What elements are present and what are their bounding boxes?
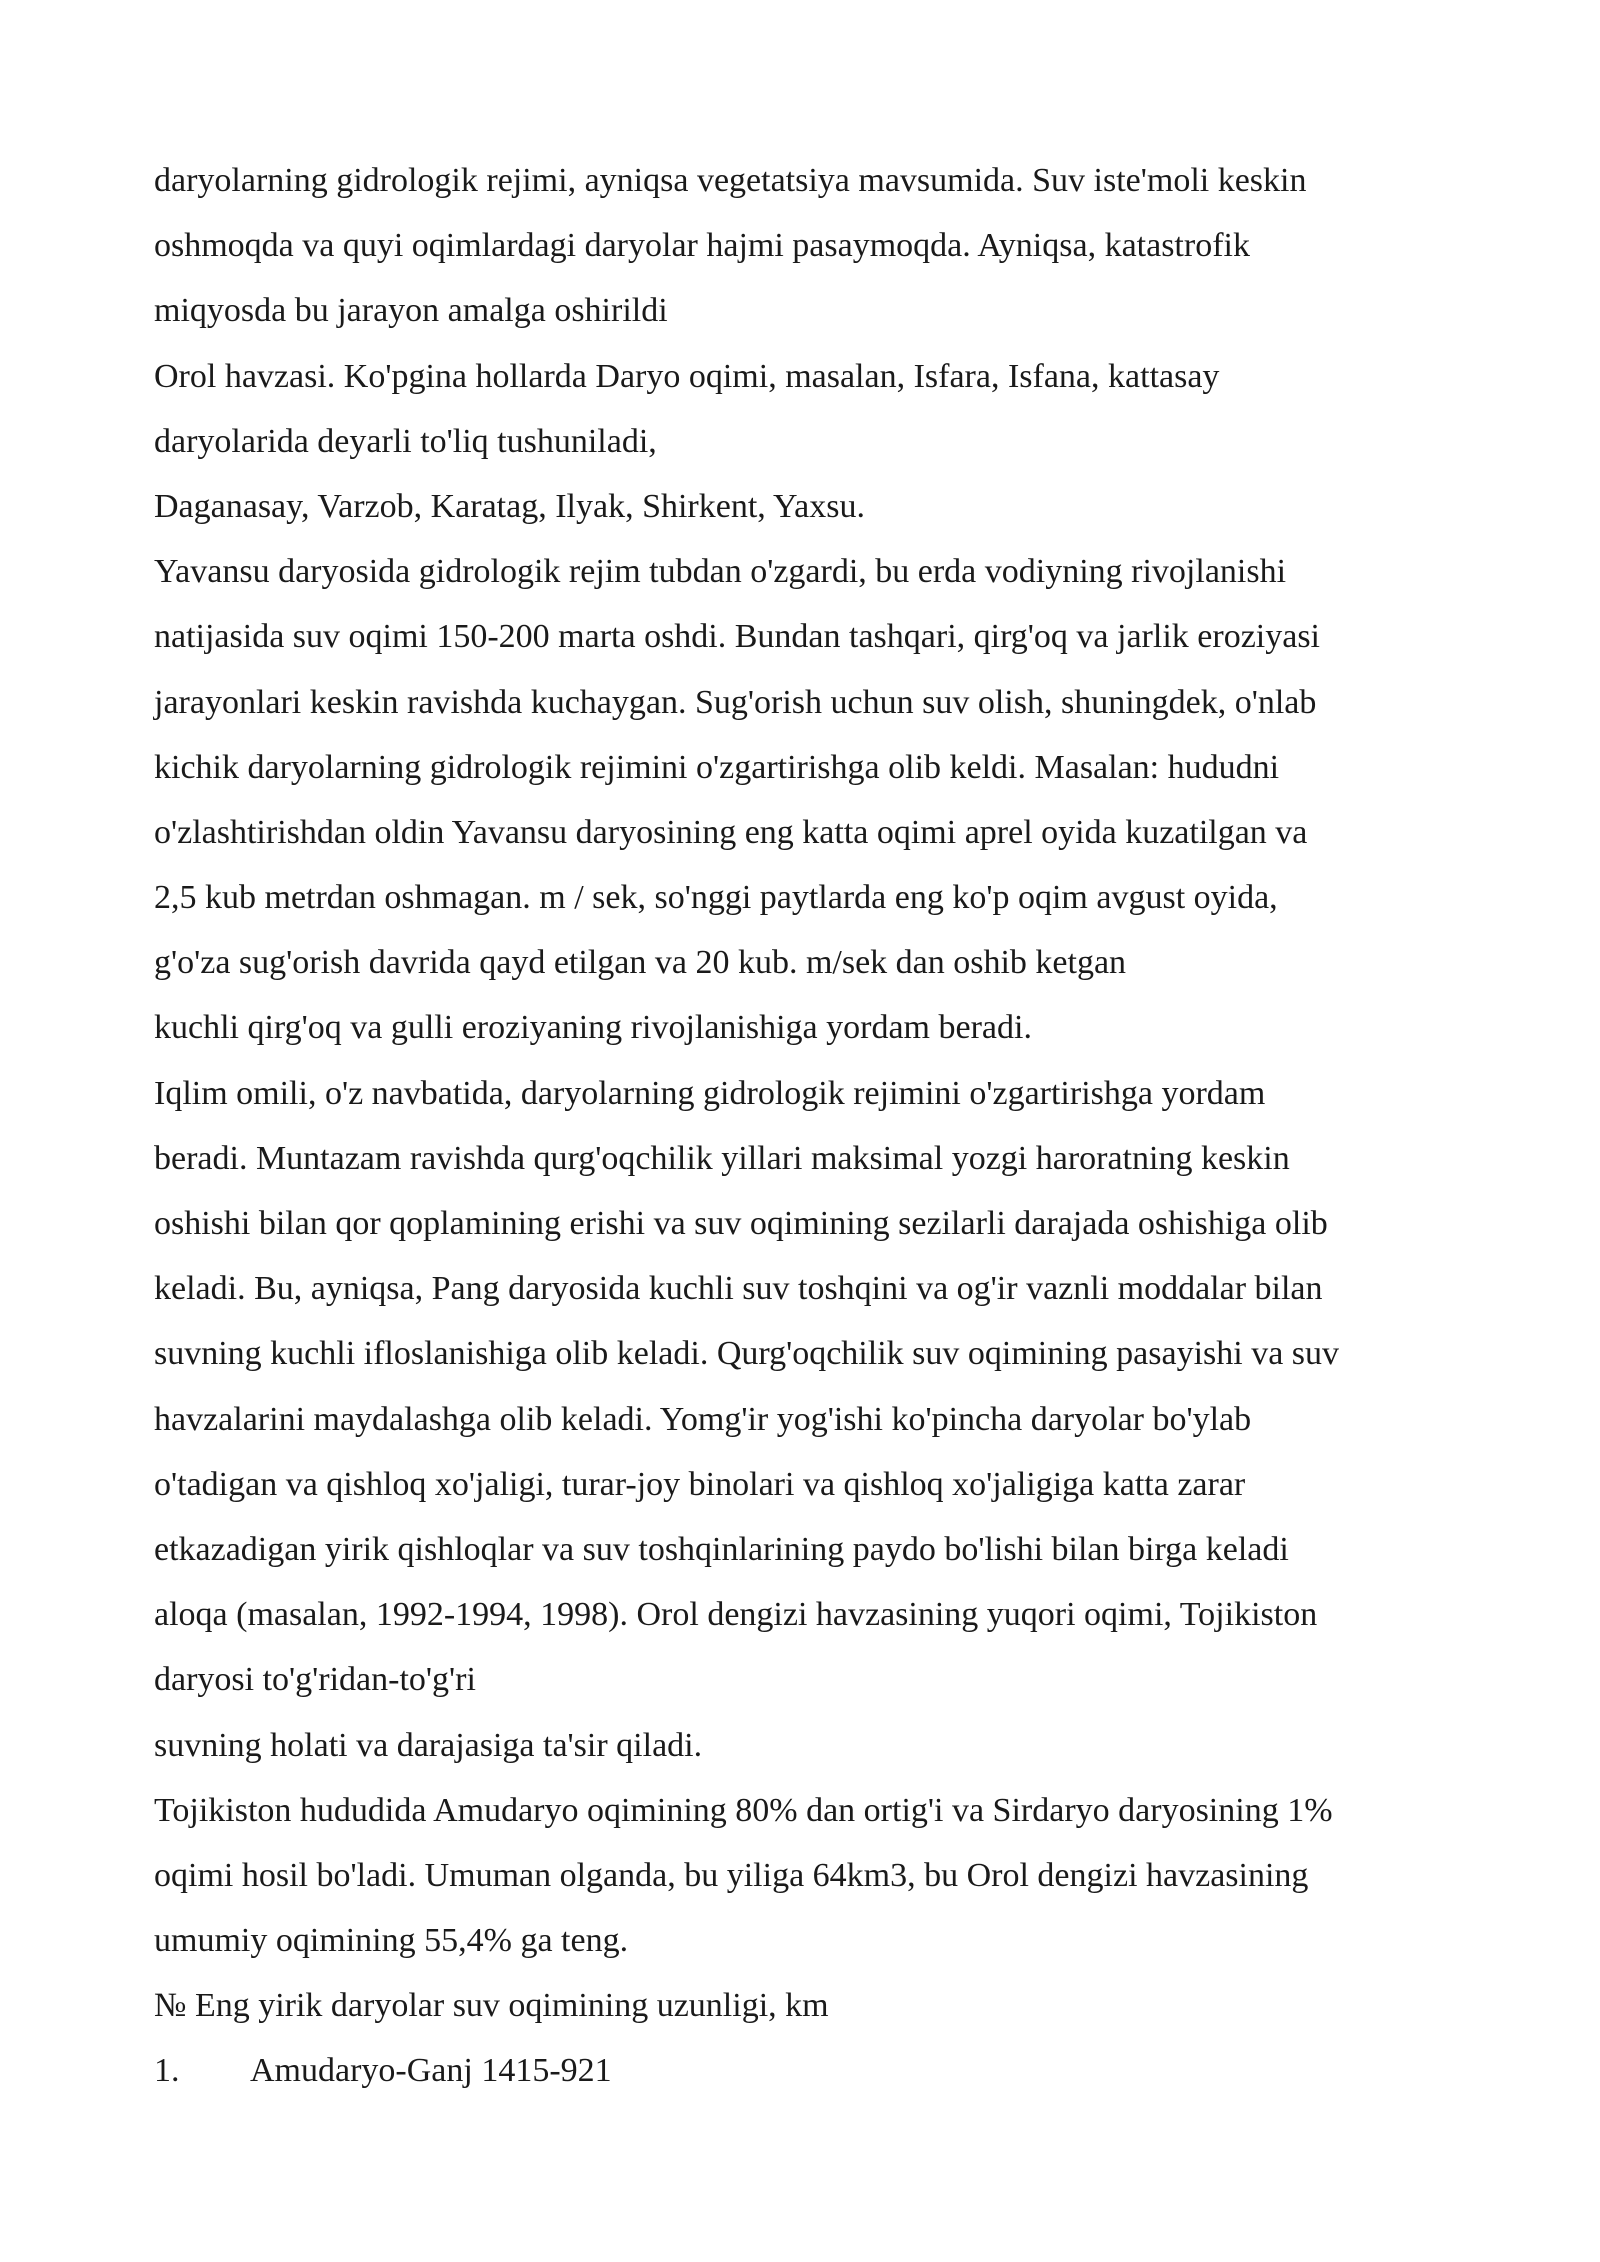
text-line: jarayonlari keskin ravishda kuchaygan. Sug'orish uchun suv olish, shuningdek, o'nlab — [154, 683, 1317, 721]
text-line: Tojikiston hududida Amudaryo oqimining 80% dan ortig'i va Sirdaryo daryosining 1% — [154, 1791, 1333, 1829]
document-body — [154, 148, 1494, 2104]
text-line: oshmoqda va quyi oqimlardagi daryolar hajmi pasaymoqda. Ayniqsa, katastrofik — [154, 227, 1250, 265]
text-line: Daganasay, Varzob, Karatag, Ilyak, Shirkent, Yaxsu. — [154, 487, 865, 525]
text-line: kuchli qirg'oq va gulli eroziyaning rivojlanishiga yordam beradi. — [154, 1009, 1032, 1047]
text-line: aloqa (masalan, 1992-1994, 1998). Orol dengizi havzasining yuqori oqimi, Tojikiston — [154, 1596, 1318, 1634]
text-line: natijasida suv oqimi 150-200 marta oshdi. Bundan tashqari, qirg'oq va jarlik eroziyasi — [154, 618, 1320, 656]
text-line: etkazadigan yirik qishloqlar va suv toshqinlarining paydo bo'lishi bilan birga keladi — [154, 1530, 1289, 1568]
text-line: daryosi to'g'ridan-to'g'ri — [154, 1661, 476, 1699]
text-line: oshishi bilan qor qoplamining erishi va suv oqimining sezilarli darajada oshishiga olib — [154, 1205, 1328, 1242]
text-line: kichik daryolarning gidrologik rejimini o'zgartirishga olib keldi. Masalan: hududni — [154, 748, 1280, 786]
text-line: miqyosda bu jarayon amalga oshirildi — [154, 292, 668, 330]
text-line: suvning kuchli ifloslanishiga olib keladi. Qurg'oqchilik suv oqimining pasayishi va suv — [154, 1335, 1340, 1373]
text-line: umumiy oqimining 55,4% ga teng. — [154, 1922, 629, 1960]
text-line: keladi. Bu, ayniqsa, Pang daryosida kuchli suv toshqini va og'ir vaznli moddalar bilan — [154, 1270, 1323, 1308]
text-line: Iqlim omili, o'z navbatida, daryolarning gidrologik rejimini o'zgartirishga yordam — [154, 1074, 1266, 1112]
list-item-text: Amudaryo-Ganj 1415-921 — [250, 2052, 612, 2090]
text-line: 2,5 kub metrdan oshmagan. m / sek, so'nggi paytlarda eng ko'p oqim avgust oyida, — [154, 879, 1278, 917]
text-line: Yavansu daryosida gidrologik rejim tubdan o'zgardi, bu erda vodiyning rivojlanishi — [154, 553, 1287, 591]
text-line: suvning holati va darajasiga ta'sir qiladi. — [154, 1726, 703, 1764]
text-line: daryolarning gidrologik rejimi, ayniqsa vegetatsiya mavsumida. Suv iste'moli keskin — [154, 162, 1307, 199]
text-line: o'tadigan va qishloq xo'jaligi, turar-joy binolari va qishloq xo'jaligiga katta zarar — [154, 1465, 1246, 1503]
text-line: beradi. Muntazam ravishda qurg'oqchilik yillari maksimal yozgi haroratning keskin — [154, 1139, 1290, 1177]
list-item — [154, 2038, 1494, 2103]
text-line: havzalarini maydalashga olib keladi. Yomg'ir yog'ishi ko'pincha daryolar bo'ylab — [154, 1400, 1252, 1438]
text-line: g'o'za sug'orish davrida qayd etilgan va 20 kub. m/sek dan oshib ketgan — [154, 944, 1127, 982]
text-line: o'zlashtirishdan oldin Yavansu daryosining eng katta oqimi aprel oyida kuzatilgan va — [154, 813, 1308, 851]
text-line: Orol havzasi. Ko'pgina hollarda Daryo oqimi, masalan, Isfara, Isfana, kattasay — [154, 357, 1220, 395]
text-line: daryolarida deyarli to'liq tushuniladi, — [154, 422, 657, 460]
table-heading: № Eng yirik daryolar suv oqimining uzunligi, km — [154, 1987, 829, 2025]
text-line: oqimi hosil bo'ladi. Umuman olganda, bu yiliga 64km3, bu Orol dengizi havzasining — [154, 1856, 1309, 1894]
list-item-number: 1. — [154, 2052, 180, 2090]
